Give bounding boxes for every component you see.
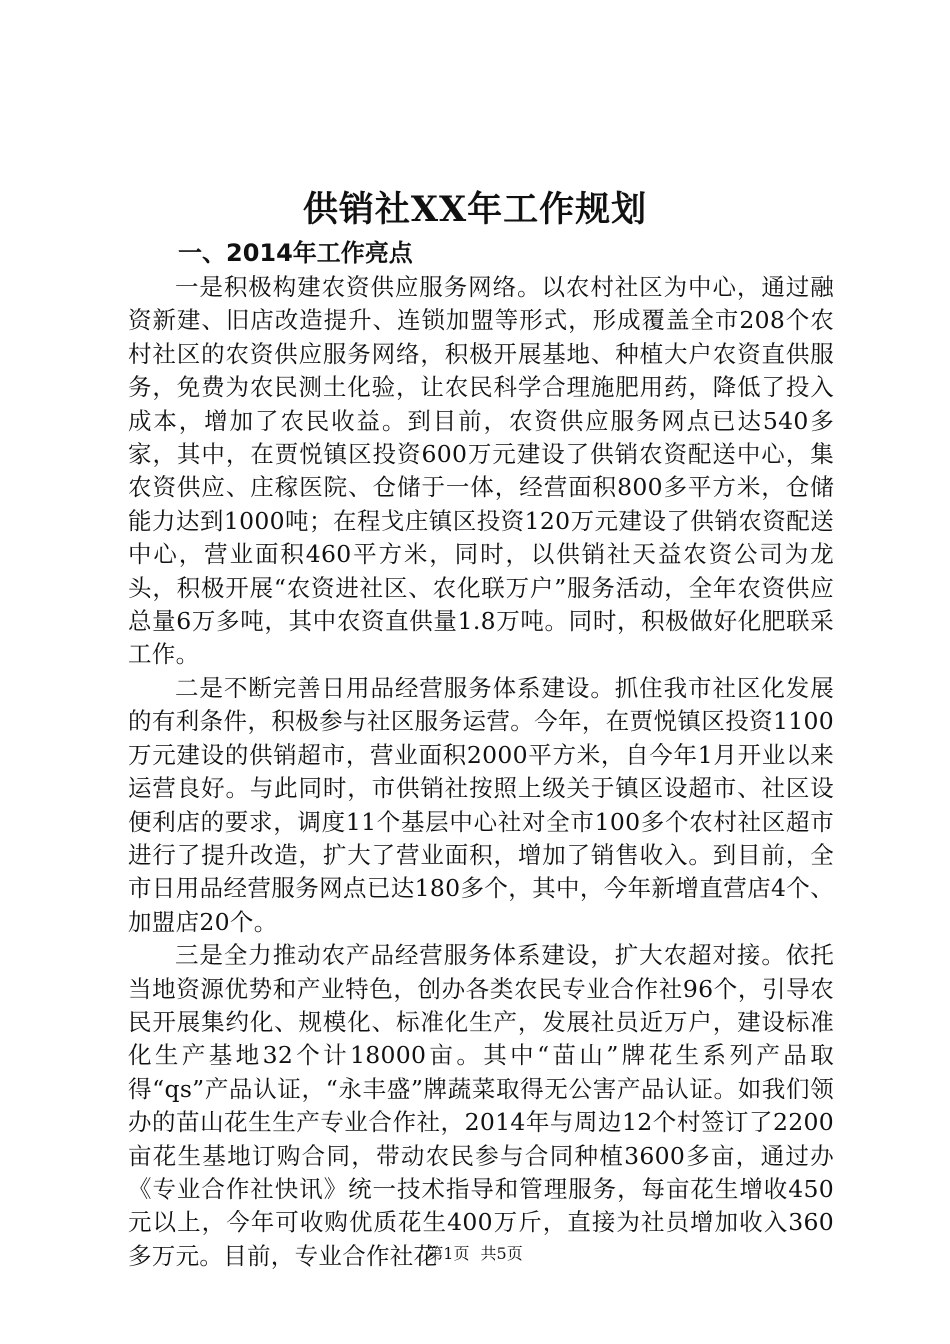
section-heading: 一、2014年工作亮点 [178,239,413,267]
page-total: 共5页 [480,1244,523,1263]
document-title: 供销社XX年工作规划 [302,189,648,230]
document-body [128,271,834,1273]
paragraph-1: 一是积极构建农资供应服务网络。以农村社区为中心，通过融资新建、旧店改造提升、连锁加盟等形式，形成覆盖全市208个农村社区的农资供应服务网络，积极开展基地、种植大户农资直供服务，免费为农民测土化验，让农民科学合理施肥用药，降低了投入成本，增加了农民收益。到目前，农资供应服务网点已达540多家，其中，在贾悦镇区投资600万元建设了供销农资配送中心，集农资供应、庄稼医院、仓储于一体，经营面积800多平方米，仓储能力达到1000吨；在程戈庄镇区投资120万元建设了供销农资配送中心，营业面积460平方米，同时，以供销社天益农资公司为龙头，积极开展“农资进社区、农化联万户”服务活动，全年农资供应总量6万多吨，其中农资直供量1.8万吨。同时，积极做好化肥联采工作。 [128,273,834,669]
paragraph-2: 二是不断完善日用品经营服务体系建设。抓住我市社区化发展的有利条件，积极参与社区服务运营。今年，在贾悦镇区投资1100万元建设的供销超市，营业面积2000平方米，自今年1月开业以来运营良好。与此同时，市供销社按照上级关于镇区设超市、社区设便利店的要求，调度11个基层中心社对全市100多个农村社区超市进行了提升改造，扩大了营业面积，增加了销售收入。到目前，全市日用品经营服务网点已达180多个，其中，今年新增直营店4个、加盟店20个。 [128,673,834,936]
paragraph-3: 三是全力推动农产品经营服务体系建设，扩大农超对接。依托当地资源优势和产业特色，创办各类农民专业合作社96个，引导农民开展集约化、规模化、标准化生产，发展社员近万户，建设标准化生产基地32个计18000亩。其中“苗山”牌花生系列产品取得“qs”产品认证，“永丰盛”牌蔬菜取得无公害产品认证。如我们领办的苗山花生生产专业合作社，2014年与周边12个村签订了2200亩花生基地订购合同，带动农民参与合同种植3600多亩，通过办《专业合作社快讯》统一技术指导和管理服务，每亩花生增收450元以上，今年可收购优质花生400万斤，直接为社员增加收入360多万元。目前，专业合作社花 [128,941,834,1270]
page-footer [0,1242,950,1266]
page-number: 第1页 [427,1244,470,1263]
